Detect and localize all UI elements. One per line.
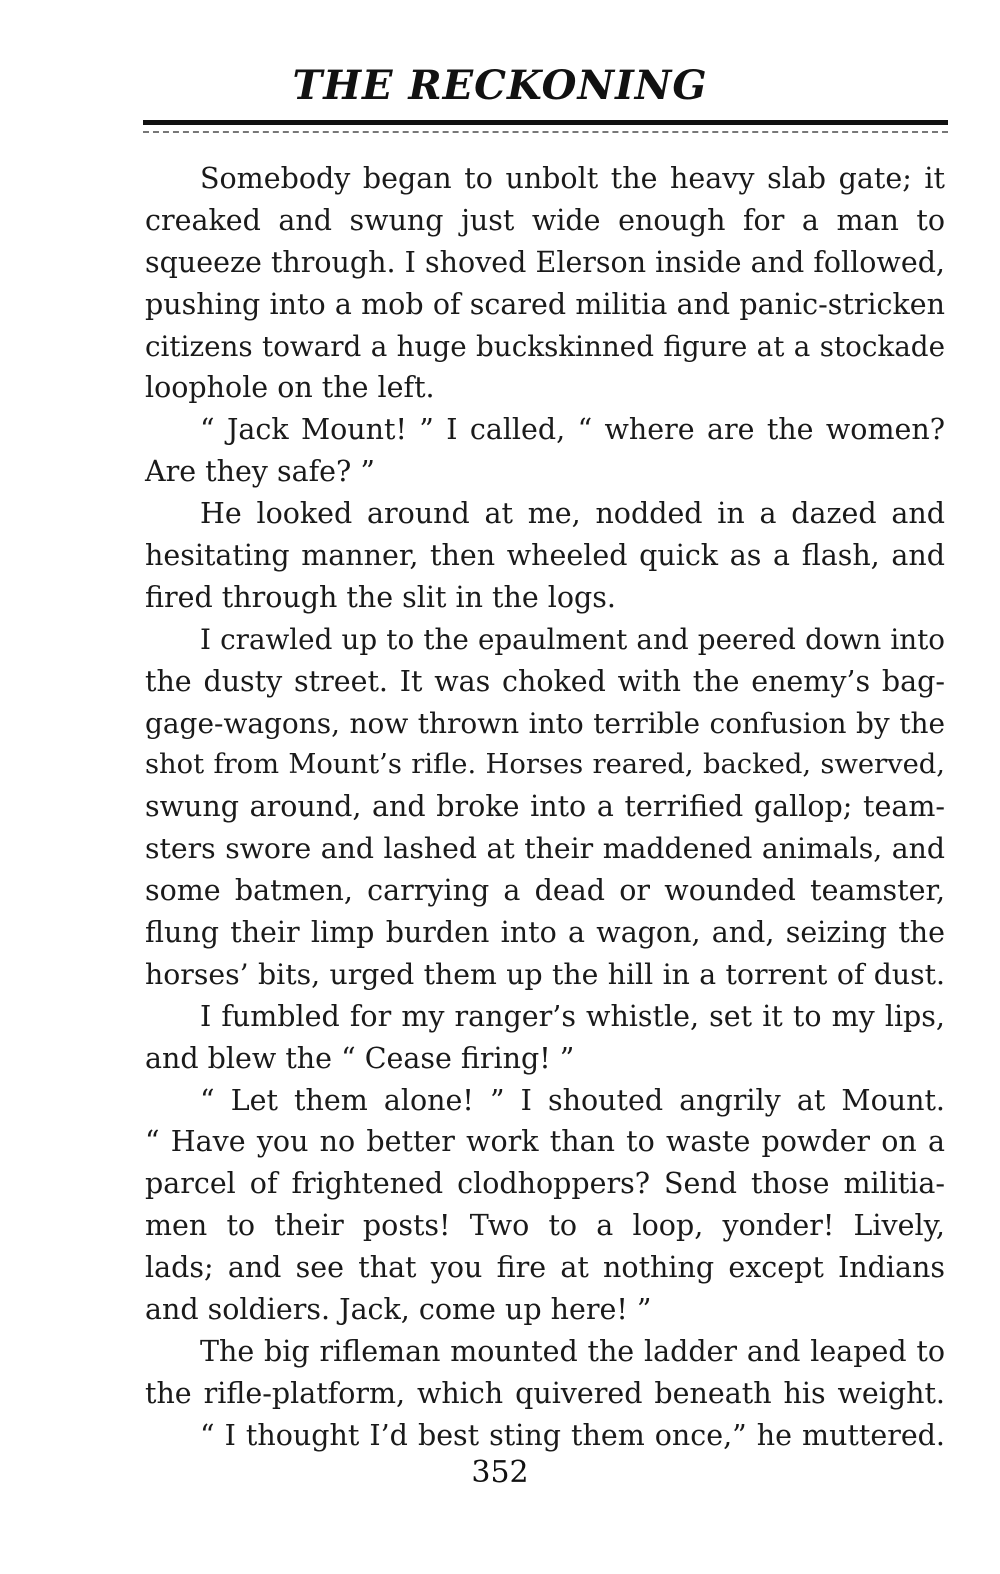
text-line: I fumbled for my ranger’s whistle, set it to my lips,: [200, 999, 945, 1033]
text-line: loophole on the left.: [145, 371, 435, 405]
text-line: “ Jack Mount! ” I called, “ where are the women?: [200, 413, 945, 447]
running-title: THE RECKONING: [292, 62, 708, 109]
text-line: men to their posts! Two to a loop, yonder! Lively,: [145, 1209, 945, 1243]
text-line: “ Let them alone! ” I shouted angrily at Mount.: [200, 1083, 945, 1117]
text-line: The big rifleman mounted the ladder and leaped to: [200, 1334, 945, 1368]
text-line: citizens toward a huge buckskinned figure at a stockade: [145, 329, 945, 363]
text-line: parcel of frightened clodhoppers? Send those militia-: [145, 1167, 945, 1201]
body-text: [145, 158, 945, 1457]
text-line: hesitating manner, then wheeled quick as a flash, and: [145, 539, 945, 573]
page-number: 352: [471, 1455, 529, 1490]
text-line: and blew the “ Cease firing! ”: [145, 1041, 575, 1075]
text-line: “ Have you no better work than to waste powder on a: [145, 1125, 945, 1159]
text-line: “ I thought I’d best sting them once,” he muttered.: [200, 1418, 945, 1452]
text-line: Are they safe? ”: [145, 455, 375, 489]
text-line: the rifle-platform, which quivered beneath his weight.: [145, 1376, 945, 1410]
text-line: shot from Mount’s rifle. Horses reared, backed, swerved,: [145, 749, 945, 781]
text-line: He looked around at me, nodded in a dazed and: [200, 497, 945, 531]
text-line: squeeze through. I shoved Elerson inside and followed,: [145, 245, 945, 279]
text-line: lads; and see that you fire at nothing except Indians: [145, 1251, 945, 1285]
text-line: the dusty street. It was choked with the enemy’s bag-: [145, 664, 945, 698]
text-line: I crawled up to the epaulment and peered down into: [200, 622, 945, 656]
text-line: and soldiers. Jack, come up here! ”: [145, 1293, 652, 1327]
text-line: sters swore and lashed at their maddened animals, and: [145, 832, 945, 866]
text-line: fired through the slit in the logs.: [145, 580, 616, 614]
text-line: creaked and swung just wide enough for a man to: [145, 203, 945, 237]
text-line: Somebody began to unbolt the heavy slab gate; it: [200, 162, 945, 195]
text-line: swung around, and broke into a terrified gallop; team-: [145, 790, 945, 824]
text-line: horses’ bits, urged them up the hill in a torrent of dust.: [145, 957, 945, 991]
text-line: flung their limp burden into a wagon, and, seizing the: [145, 916, 945, 950]
text-line: pushing into a mob of scared militia and panic-stricken: [145, 287, 945, 321]
header-rule: [143, 120, 948, 125]
text-line: some batmen, carrying a dead or wounded teamster,: [145, 874, 945, 908]
header-rule-thin: [143, 131, 948, 134]
text-line: gage-wagons, now thrown into terrible confusion by the: [145, 706, 945, 740]
